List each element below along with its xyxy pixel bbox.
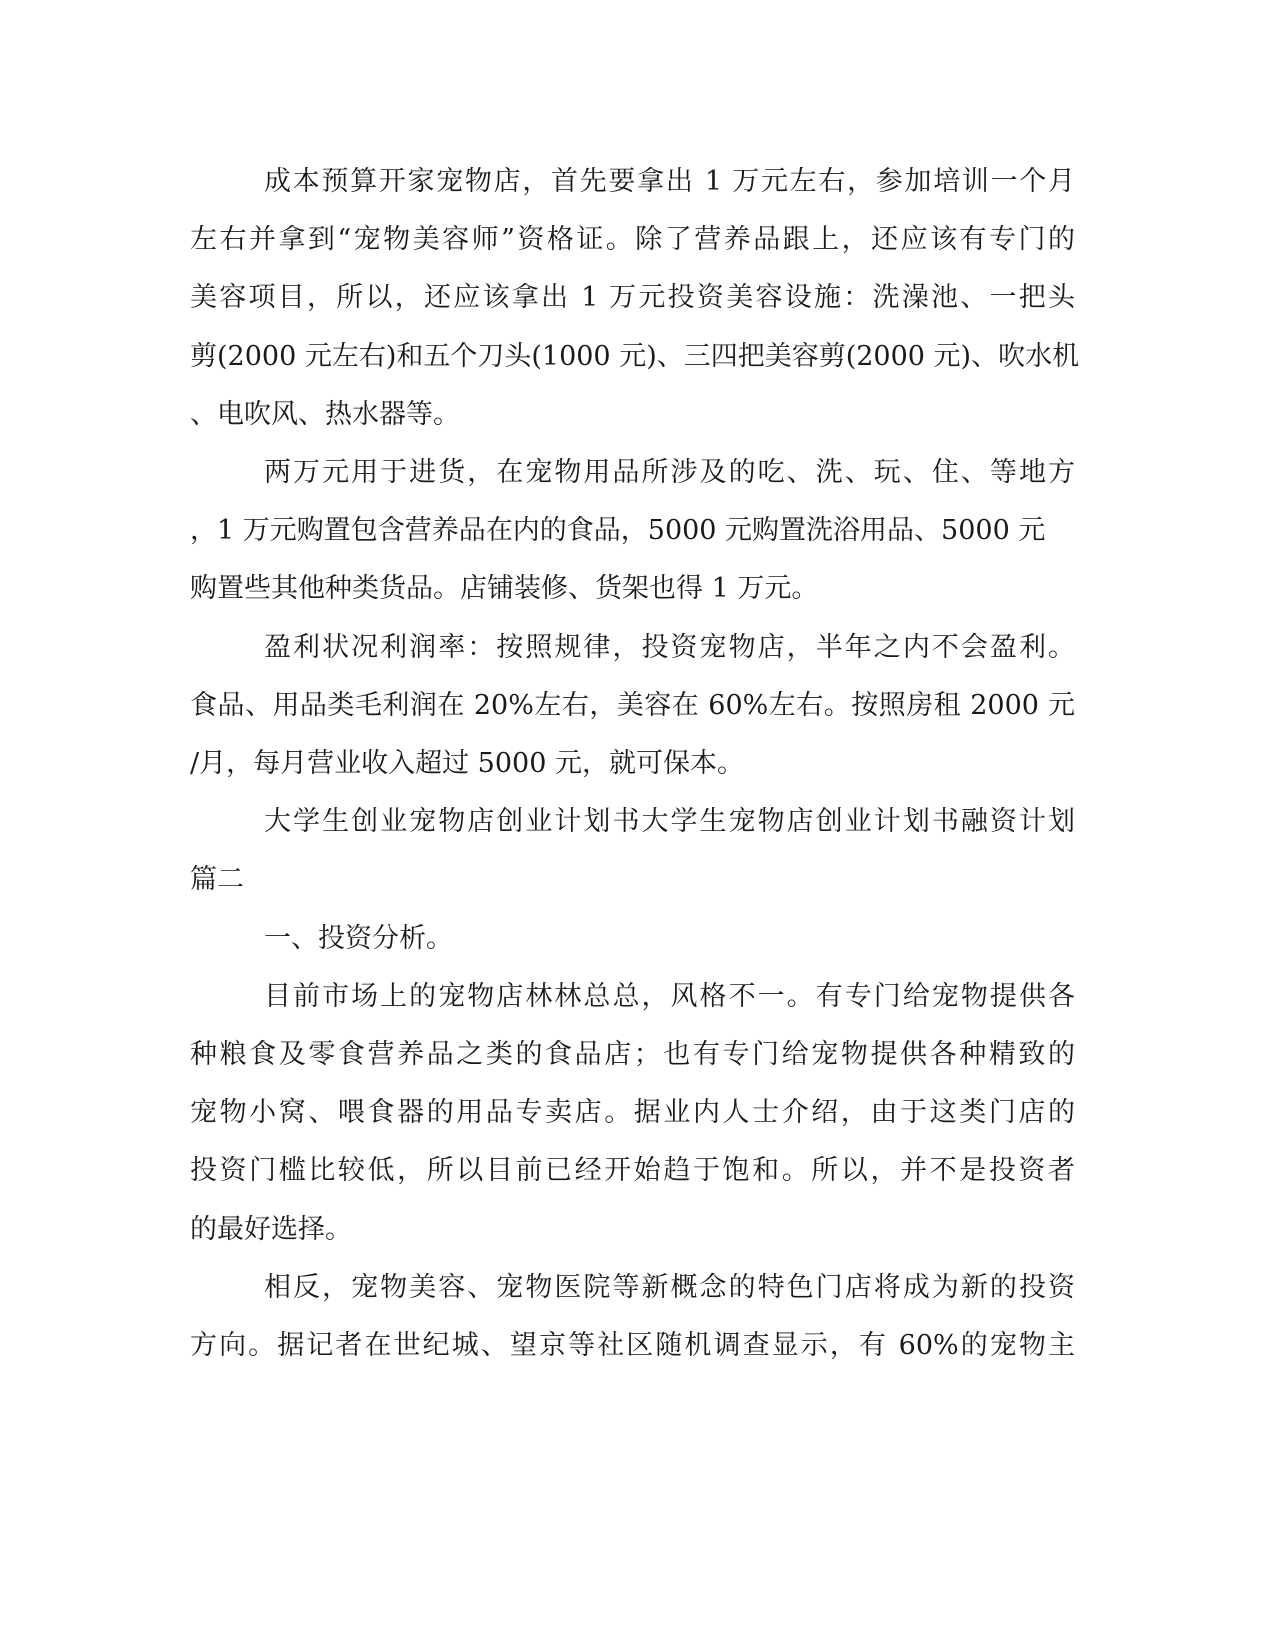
section-title-line: 篇二: [190, 864, 244, 895]
paragraph-line: /月，每月营业收入超过 5000 元，就可保本。: [190, 748, 744, 779]
paragraph-line: 相反，宠物美容、宠物医院等新概念的特色门店将成为新的投资: [264, 1272, 1075, 1303]
paragraph-line: 成本预算开家宠物店，首先要拿出 1 万元左右，参加培训一个月: [264, 166, 1075, 197]
paragraph-line: 目前市场上的宠物店林林总总，风格不一。有专门给宠物提供各: [264, 981, 1075, 1012]
paragraph-line: 两万元用于进货，在宠物用品所涉及的吃、洗、玩、住、等地方: [264, 457, 1075, 488]
paragraph-line: 的最好选择。: [190, 1214, 352, 1245]
paragraph-line: 剪(2000 元左右)和五个刀头(1000 元)、三四把美容剪(2000 元)、吹水机: [190, 341, 1080, 372]
paragraph-line: 方向。据记者在世纪城、望京等社区随机调查显示，有 60%的宠物主: [190, 1330, 1075, 1361]
paragraph-line: 美容项目，所以，还应该拿出 1 万元投资美容设施：洗澡池、一把头: [190, 282, 1075, 313]
paragraph-line: 盈利状况利润率：按照规律，投资宠物店，半年之内不会盈利。: [264, 632, 1075, 663]
paragraph-line: 宠物小窝、喂食器的用品专卖店。据业内人士介绍，由于这类门店的: [190, 1097, 1075, 1128]
paragraph-line: 、电吹风、热水器等。: [190, 399, 460, 430]
paragraph-line: 投资门槛比较低，所以目前已经开始趋于饱和。所以，并不是投资者: [190, 1155, 1075, 1186]
paragraph-line: 购置些其他种类货品。店铺装修、货架也得 1 万元。: [190, 573, 819, 604]
paragraph-line: 食品、用品类毛利润在 20%左右，美容在 60%左右。按照房租 2000 元: [190, 690, 1075, 721]
section-heading: 一、投资分析。: [264, 923, 453, 954]
paragraph-line: 左右并拿到“宠物美容师”资格证。除了营养品跟上，还应该有专门的: [190, 224, 1075, 255]
paragraph-line: 种粮食及零食营养品之类的食品店；也有专门给宠物提供各种精致的: [190, 1039, 1075, 1070]
section-title-line: 大学生创业宠物店创业计划书大学生宠物店创业计划书融资计划: [264, 806, 1075, 837]
paragraph-line: ，1 万元购置包含营养品在内的食品，5000 元购置洗浴用品、5000 元: [190, 515, 1046, 546]
